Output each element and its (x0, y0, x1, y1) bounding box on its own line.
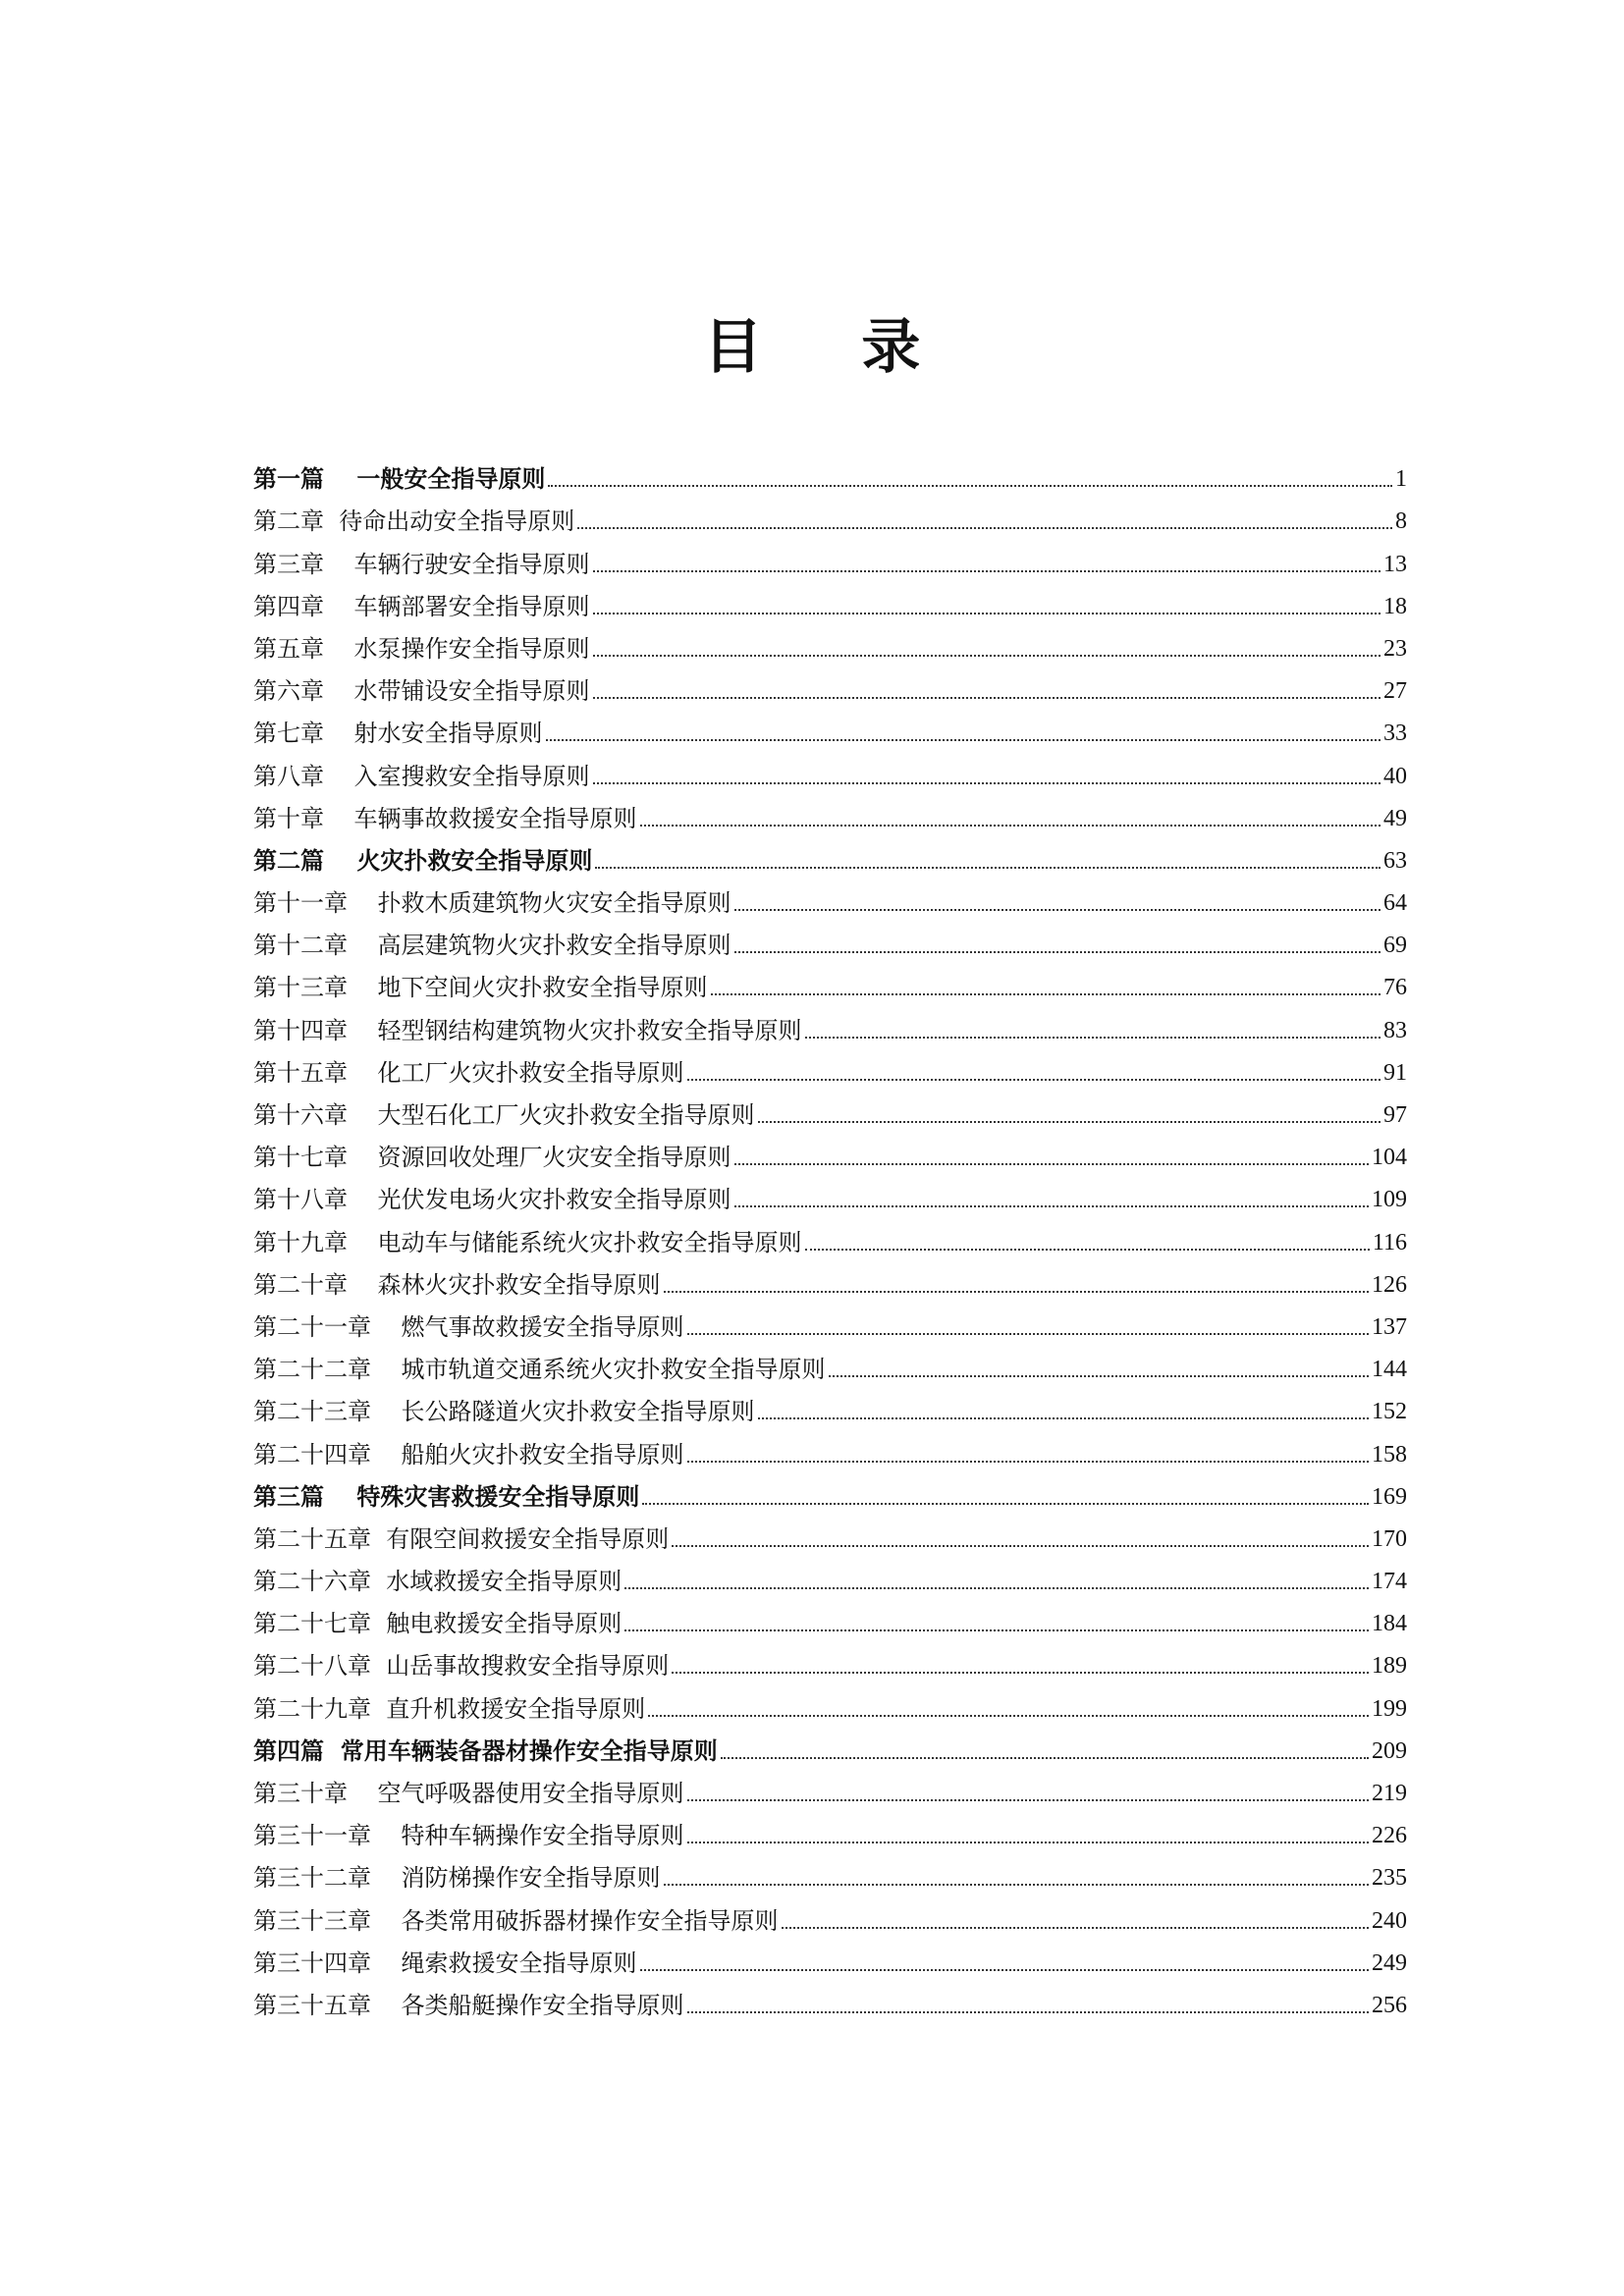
toc-page-number: 83 (1383, 1017, 1407, 1043)
toc-page-number: 126 (1372, 1271, 1407, 1298)
toc-entry-label: 第六章 水带铺设安全指导原则 (253, 677, 590, 706)
toc-entry-label: 第十七章 资源回收处理厂火灾安全指导原则 (253, 1144, 731, 1172)
toc-page-number: 91 (1383, 1059, 1407, 1086)
toc-chapter-entry[interactable] (253, 1983, 1407, 2025)
toc-chapter-entry[interactable] (253, 584, 1407, 626)
toc-entry-label: 第三十章 空气呼吸器使用安全指导原则 (253, 1780, 684, 1807)
toc-page-number: 18 (1383, 593, 1407, 619)
toc-entry-label: 第二十九章 直升机救援安全指导原则 (253, 1694, 646, 1723)
toc-entry-label: 第四篇 常用车辆装备器材操作安全指导原则 (253, 1736, 718, 1765)
toc-entry-label: 第二篇 火灾扑救安全指导原则 (253, 846, 593, 875)
toc-dot-leader (687, 1333, 1369, 1335)
page-title: 目 录 (703, 313, 960, 382)
toc-chapter-entry[interactable] (253, 1050, 1407, 1093)
toc-dot-leader (829, 1375, 1369, 1377)
toc-page-number: 1 (1395, 466, 1407, 493)
toc-page-number: 116 (1372, 1229, 1407, 1255)
toc-dot-leader (734, 909, 1380, 911)
toc-page-number: 174 (1372, 1569, 1407, 1595)
toc-page-number: 33 (1383, 721, 1407, 747)
toc-page-number: 158 (1372, 1441, 1407, 1468)
toc-part-entry[interactable] (253, 1474, 1407, 1517)
toc-chapter-entry[interactable] (253, 1855, 1407, 1897)
toc-dot-leader (546, 739, 1380, 741)
toc-entry-label: 第二十八章 山岳事故搜救安全指导原则 (253, 1652, 670, 1681)
toc-chapter-entry[interactable] (253, 923, 1407, 965)
toc-dot-leader (721, 1757, 1369, 1759)
toc-page-number: 109 (1372, 1187, 1407, 1213)
toc-page-number: 189 (1372, 1653, 1407, 1680)
toc-page-number: 13 (1383, 551, 1407, 577)
toc-dot-leader (672, 1672, 1369, 1674)
toc-page-number: 23 (1383, 635, 1407, 662)
toc-dot-leader (577, 527, 1392, 529)
toc-dot-leader (782, 1927, 1369, 1929)
toc-page-number: 69 (1383, 933, 1407, 959)
toc-dot-leader (593, 613, 1380, 614)
toc-page-number: 249 (1372, 1949, 1407, 1976)
toc-entry-label: 第五章 水泵操作安全指导原则 (253, 634, 590, 663)
toc-dot-leader (711, 993, 1380, 995)
toc-chapter-entry[interactable] (253, 711, 1407, 753)
toc-chapter-entry[interactable] (253, 1389, 1407, 1431)
toc-page-number: 137 (1372, 1313, 1407, 1340)
toc-entry-label: 第十六章 大型石化工厂火灾扑救安全指导原则 (253, 1101, 755, 1129)
toc-page-number: 76 (1383, 975, 1407, 1001)
toc-entry-label: 第三十二章 消防梯操作安全指导原则 (253, 1864, 661, 1893)
toc-dot-leader (687, 1461, 1369, 1463)
toc-page-number: 144 (1372, 1357, 1407, 1383)
toc-dot-leader (595, 867, 1380, 869)
toc-dot-leader (687, 1799, 1369, 1801)
toc-chapter-entry[interactable] (253, 1601, 1407, 1643)
toc-dot-leader (664, 1884, 1369, 1886)
toc-dot-leader (593, 655, 1380, 657)
toc-chapter-entry[interactable] (253, 965, 1407, 1007)
toc-chapter-entry[interactable] (253, 541, 1407, 583)
toc-chapter-entry[interactable] (253, 626, 1407, 668)
toc-part-entry[interactable] (253, 456, 1407, 499)
table-of-contents (253, 456, 1407, 2025)
toc-dot-leader (672, 1545, 1369, 1547)
toc-entry-label: 第四章 车辆部署安全指导原则 (253, 592, 590, 620)
toc-page-number: 97 (1383, 1102, 1407, 1128)
toc-dot-leader (687, 1079, 1380, 1081)
toc-page-number: 256 (1372, 1992, 1407, 2018)
toc-entry-label: 第三十一章 特种车辆操作安全指导原则 (253, 1822, 684, 1850)
toc-page-number: 169 (1372, 1483, 1407, 1510)
toc-entry-label: 第二十二章 城市轨道交通系统火灾扑救安全指导原则 (253, 1356, 826, 1384)
toc-page-number: 49 (1383, 805, 1407, 831)
toc-dot-leader (624, 1587, 1369, 1589)
toc-dot-leader (640, 1969, 1369, 1971)
toc-chapter-entry[interactable] (253, 1517, 1407, 1559)
toc-entry-label: 第十三章 地下空间火灾扑救安全指导原则 (253, 974, 708, 1002)
toc-entry-label: 第十四章 轻型钢结构建筑物火灾扑救安全指导原则 (253, 1016, 802, 1044)
toc-entry-label: 第三十五章 各类船艇操作安全指导原则 (253, 1991, 684, 2019)
toc-entry-label: 第十二章 高层建筑物火灾扑救安全指导原则 (253, 932, 731, 960)
toc-entry-label: 第八章 入室搜救安全指导原则 (253, 762, 590, 790)
toc-part-entry[interactable] (253, 838, 1407, 881)
toc-page-number: 40 (1383, 763, 1407, 789)
toc-dot-leader (548, 485, 1392, 487)
toc-page-number: 199 (1372, 1695, 1407, 1722)
toc-entry-label: 第三十四章 绳索救援安全指导原则 (253, 1949, 637, 1977)
toc-entry-label: 第二十章 森林火灾扑救安全指导原则 (253, 1270, 661, 1299)
toc-chapter-entry[interactable] (253, 1685, 1407, 1728)
toc-entry-label: 第十章 车辆事故救援安全指导原则 (253, 804, 637, 832)
toc-dot-leader (758, 1417, 1369, 1419)
toc-entry-label: 第二十六章 水域救援安全指导原则 (253, 1568, 623, 1596)
toc-entry-label: 第二十三章 长公路隧道火灾扑救安全指导原则 (253, 1398, 755, 1426)
toc-dot-leader (640, 825, 1380, 827)
toc-page-number: 63 (1383, 847, 1407, 874)
toc-chapter-entry[interactable] (253, 1941, 1407, 1983)
toc-chapter-entry[interactable] (253, 881, 1407, 923)
toc-page-number: 104 (1372, 1145, 1407, 1171)
toc-chapter-entry[interactable] (253, 1219, 1407, 1261)
toc-page-number: 219 (1372, 1781, 1407, 1806)
toc-entry-label: 第三篇 特殊灾害救援安全指导原则 (253, 1482, 640, 1511)
toc-entry-label: 第二十七章 触电救援安全指导原则 (253, 1610, 623, 1638)
toc-dot-leader (687, 2011, 1369, 2013)
toc-entry-label: 第七章 射水安全指导原则 (253, 720, 543, 748)
toc-entry-label: 第三十三章 各类常用破拆器材操作安全指导原则 (253, 1906, 779, 1935)
toc-part-entry[interactable] (253, 1729, 1407, 1771)
toc-dot-leader (593, 570, 1380, 572)
toc-chapter-entry[interactable] (253, 1643, 1407, 1685)
toc-chapter-entry[interactable] (253, 1007, 1407, 1049)
toc-chapter-entry[interactable] (253, 1093, 1407, 1135)
toc-dot-leader (624, 1629, 1369, 1631)
toc-entry-label: 第三章 车辆行驶安全指导原则 (253, 550, 590, 578)
toc-dot-leader (593, 782, 1380, 784)
toc-chapter-entry[interactable] (253, 1305, 1407, 1347)
toc-entry-label: 第十五章 化工厂火灾扑救安全指导原则 (253, 1058, 684, 1087)
toc-chapter-entry[interactable] (253, 1813, 1407, 1855)
toc-entry-label: 第十八章 光伏发电场火灾扑救安全指导原则 (253, 1186, 731, 1214)
toc-chapter-entry[interactable] (253, 1262, 1407, 1305)
toc-dot-leader (805, 1037, 1380, 1039)
toc-page-number: 184 (1372, 1611, 1407, 1637)
toc-page-number: 226 (1372, 1823, 1407, 1849)
toc-page-number: 235 (1372, 1865, 1407, 1892)
toc-page-number: 64 (1383, 890, 1407, 917)
toc-entry-label: 第二十五章 有限空间救援安全指导原则 (253, 1524, 670, 1553)
toc-page-number: 240 (1372, 1907, 1407, 1934)
toc-dot-leader (758, 1121, 1380, 1123)
toc-chapter-entry[interactable] (253, 668, 1407, 711)
toc-dot-leader (734, 1163, 1369, 1165)
toc-chapter-entry[interactable] (253, 1135, 1407, 1177)
toc-chapter-entry[interactable] (253, 1347, 1407, 1389)
toc-chapter-entry[interactable] (253, 1177, 1407, 1219)
toc-page-number: 170 (1372, 1525, 1407, 1552)
toc-entry-label: 第十九章 电动车与储能系统火灾扑救安全指导原则 (253, 1228, 802, 1256)
toc-dot-leader (734, 951, 1380, 953)
toc-page-number: 8 (1395, 508, 1407, 535)
toc-page-number: 209 (1372, 1737, 1407, 1764)
toc-entry-label: 第二十一章 燃气事故救援安全指导原则 (253, 1312, 684, 1341)
toc-page-number: 152 (1372, 1399, 1407, 1425)
toc-entry-label: 第一篇 一般安全指导原则 (253, 465, 546, 494)
toc-chapter-entry[interactable] (253, 1771, 1407, 1813)
toc-dot-leader (805, 1249, 1370, 1251)
toc-dot-leader (642, 1503, 1369, 1505)
toc-page-number: 27 (1383, 678, 1407, 705)
toc-dot-leader (734, 1205, 1369, 1207)
toc-chapter-entry[interactable] (253, 1897, 1407, 1940)
toc-chapter-entry[interactable] (253, 1431, 1407, 1473)
toc-dot-leader (648, 1715, 1369, 1717)
toc-chapter-entry[interactable] (253, 796, 1407, 838)
toc-dot-leader (664, 1291, 1369, 1293)
toc-entry-label: 第二章 待命出动安全指导原则 (253, 507, 575, 536)
toc-dot-leader (687, 1842, 1369, 1843)
toc-chapter-entry[interactable] (253, 1559, 1407, 1601)
toc-chapter-entry[interactable] (253, 753, 1407, 795)
toc-entry-label: 第十一章 扑救木质建筑物火灾安全指导原则 (253, 889, 731, 918)
toc-entry-label: 第二十四章 船舶火灾扑救安全指导原则 (253, 1440, 684, 1468)
toc-chapter-entry[interactable] (253, 499, 1407, 541)
toc-dot-leader (593, 697, 1380, 699)
